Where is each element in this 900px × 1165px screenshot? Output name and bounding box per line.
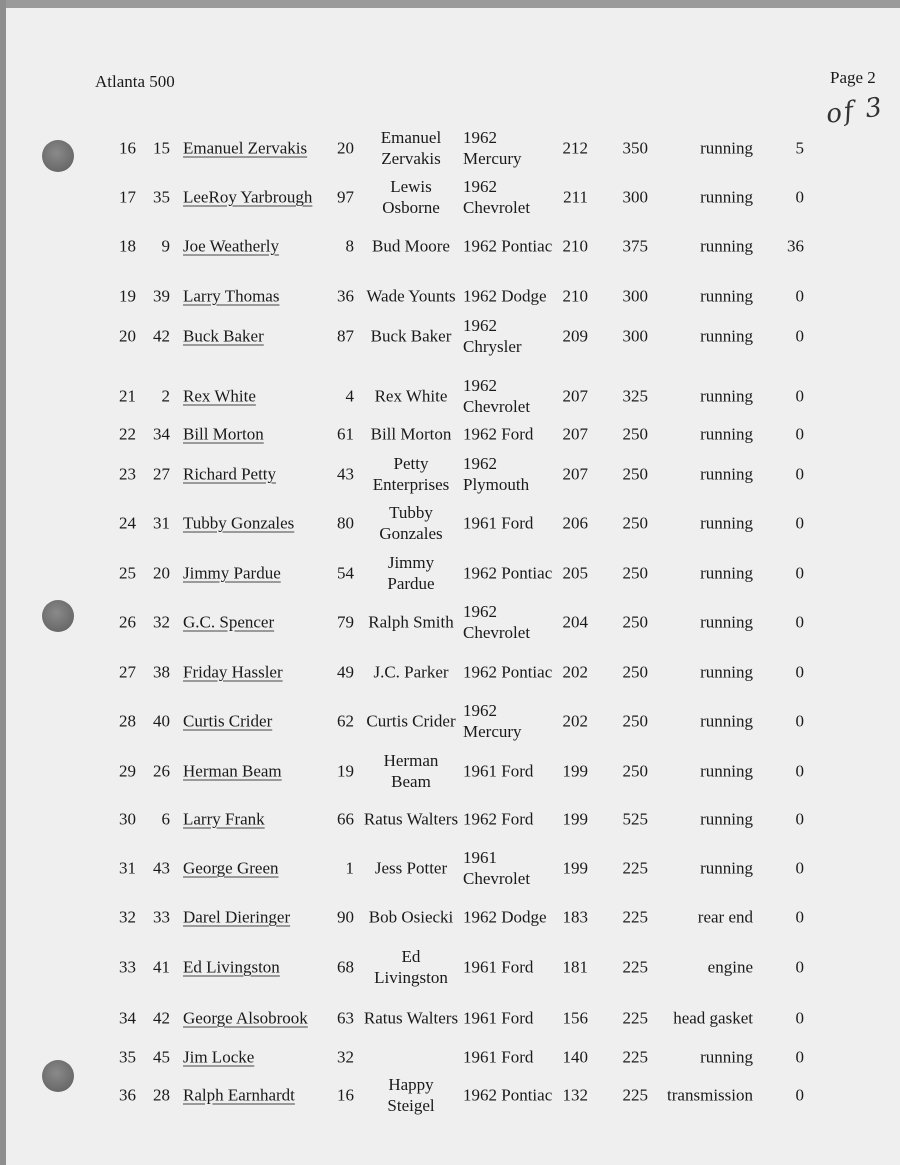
- car-owner: Ed Livingston: [374, 947, 448, 987]
- points-earned: 0: [795, 1008, 804, 1028]
- driver-name[interactable]: Ralph Earnhardt: [183, 1085, 295, 1105]
- prize-money: 250: [622, 563, 648, 583]
- prize-money: 225: [622, 1008, 648, 1028]
- finish-status: running: [700, 761, 753, 781]
- car-make: 1962 Pontiac: [463, 563, 553, 583]
- car-owner: Ratus Walters: [363, 809, 459, 829]
- driver-name[interactable]: Ed Livingston: [183, 957, 280, 977]
- points-earned: 0: [795, 563, 804, 583]
- page-left-edge: [0, 0, 6, 1165]
- finish-status: running: [700, 138, 753, 158]
- car-number: 87: [337, 326, 354, 346]
- prize-money: 225: [622, 1047, 648, 1067]
- laps-completed: 209: [562, 326, 588, 346]
- laps-completed: 211: [563, 187, 588, 207]
- driver-name[interactable]: Curtis Crider: [183, 711, 273, 731]
- laps-completed: 199: [562, 761, 588, 781]
- page-top-edge: [0, 0, 900, 8]
- laps-completed: 202: [562, 662, 588, 682]
- start-position: 38: [153, 662, 170, 682]
- start-position: 42: [153, 326, 170, 346]
- finish-position: 33: [119, 957, 136, 977]
- finish-status: running: [700, 386, 753, 406]
- car-make: 1962 Ford: [463, 809, 534, 829]
- page-number: Page 2: [830, 68, 876, 87]
- car-number: 97: [337, 187, 354, 207]
- finish-position: 29: [119, 761, 136, 781]
- car-owner: Bob Osiecki: [368, 907, 454, 927]
- laps-completed: 210: [562, 286, 588, 306]
- prize-money: 300: [622, 286, 648, 306]
- points-earned: 0: [795, 187, 804, 207]
- finish-position: 32: [119, 907, 136, 927]
- laps-completed: 181: [562, 957, 588, 977]
- finish-position: 26: [119, 612, 136, 632]
- points-earned: 0: [795, 424, 804, 444]
- car-owner: Bill Morton: [370, 424, 452, 444]
- finish-status: running: [700, 464, 753, 484]
- car-number: 54: [337, 563, 354, 583]
- prize-money: 300: [622, 326, 648, 346]
- laps-completed: 207: [562, 464, 588, 484]
- finish-status: head gasket: [673, 1008, 753, 1028]
- car-owner: Buck Baker: [370, 326, 452, 346]
- points-earned: 0: [795, 464, 804, 484]
- car-number: 66: [337, 809, 354, 829]
- binder-hole-top: [42, 140, 74, 172]
- laps-completed: 206: [562, 513, 588, 533]
- start-position: 9: [161, 236, 170, 256]
- start-position: 34: [153, 424, 170, 444]
- car-make: 1961 Ford: [463, 1047, 534, 1067]
- finish-status: rear end: [697, 907, 753, 927]
- finish-position: 18: [119, 236, 136, 256]
- finish-position: 27: [119, 662, 136, 682]
- start-position: 33: [153, 907, 170, 927]
- laps-completed: 204: [562, 612, 588, 632]
- binder-hole-bottom: [42, 1060, 74, 1092]
- laps-completed: 156: [562, 1008, 588, 1028]
- finish-position: 24: [119, 513, 136, 533]
- car-number: 4: [345, 386, 354, 406]
- finish-status: running: [700, 612, 753, 632]
- points-earned: 0: [795, 858, 804, 878]
- finish-position: 25: [119, 563, 136, 583]
- car-owner: Rex White: [374, 386, 448, 406]
- car-make: 1962 Ford: [463, 424, 534, 444]
- car-make: 1961 Ford: [463, 1008, 534, 1028]
- car-number: 32: [337, 1047, 354, 1067]
- finish-status: running: [700, 809, 753, 829]
- driver-name[interactable]: George Alsobrook: [183, 1008, 308, 1028]
- car-number: 16: [337, 1085, 354, 1105]
- finish-status: running: [700, 1047, 753, 1067]
- driver-name[interactable]: LeeRoy Yarbrough: [183, 187, 313, 207]
- finish-status: running: [700, 513, 753, 533]
- driver-name[interactable]: Jim Locke: [183, 1047, 255, 1067]
- points-earned: 36: [787, 236, 804, 256]
- finish-position: 30: [119, 809, 136, 829]
- prize-money: 250: [622, 612, 648, 632]
- car-number: 63: [337, 1008, 354, 1028]
- prize-money: 250: [622, 662, 648, 682]
- finish-status: running: [700, 662, 753, 682]
- driver-name[interactable]: Joe Weatherly: [183, 236, 280, 256]
- points-earned: 0: [795, 386, 804, 406]
- car-make: 1961 Ford: [463, 513, 534, 533]
- car-owner: Ralph Smith: [368, 612, 454, 632]
- laps-completed: 183: [562, 907, 588, 927]
- car-owner: J.C. Parker: [373, 662, 449, 682]
- car-make: 1962 Mercury: [463, 701, 522, 741]
- car-make: 1962 Pontiac: [463, 662, 553, 682]
- car-number: 90: [337, 907, 354, 927]
- car-owner: Curtis Crider: [366, 711, 456, 731]
- finish-status: running: [700, 286, 753, 306]
- race-title: Atlanta 500: [95, 72, 175, 91]
- finish-position: 20: [119, 326, 136, 346]
- driver-name[interactable]: George Green: [183, 858, 279, 878]
- finish-status: running: [700, 424, 753, 444]
- points-earned: 0: [795, 761, 804, 781]
- car-number: 20: [337, 138, 354, 158]
- car-make: 1961 Chevrolet: [463, 848, 531, 888]
- driver-name[interactable]: Friday Hassler: [183, 662, 283, 682]
- prize-money: 225: [622, 1085, 648, 1105]
- points-earned: 0: [795, 513, 804, 533]
- prize-money: 525: [622, 809, 648, 829]
- car-make: 1961 Ford: [463, 957, 534, 977]
- start-position: 31: [153, 513, 170, 533]
- car-owner: Petty Enterprises: [372, 454, 450, 494]
- points-earned: 0: [795, 957, 804, 977]
- prize-money: 250: [622, 464, 648, 484]
- points-earned: 0: [795, 326, 804, 346]
- car-number: 68: [337, 957, 354, 977]
- start-position: 26: [153, 761, 170, 781]
- start-position: 20: [153, 563, 170, 583]
- laps-completed: 207: [562, 386, 588, 406]
- driver-name[interactable]: Richard Petty: [183, 464, 277, 484]
- finish-position: 28: [119, 711, 136, 731]
- laps-completed: 212: [562, 138, 588, 158]
- car-number: 1: [345, 858, 354, 878]
- car-owner: Happy Steigel: [387, 1075, 435, 1115]
- car-owner: Tubby Gonzales: [379, 503, 443, 543]
- prize-money: 225: [622, 907, 648, 927]
- finish-status: running: [700, 326, 753, 346]
- finish-position: 23: [119, 464, 136, 484]
- laps-completed: 132: [562, 1085, 588, 1105]
- prize-money: 325: [622, 386, 648, 406]
- finish-status: running: [700, 236, 753, 256]
- driver-name[interactable]: Emanuel Zervakis: [183, 138, 308, 158]
- points-earned: 0: [795, 1047, 804, 1067]
- finish-position: 34: [119, 1008, 136, 1028]
- start-position: 43: [153, 858, 170, 878]
- car-number: 62: [337, 711, 354, 731]
- start-position: 40: [153, 711, 170, 731]
- start-position: 42: [153, 1008, 170, 1028]
- driver-name[interactable]: Jimmy Pardue: [183, 563, 281, 583]
- laps-completed: 140: [562, 1047, 588, 1067]
- driver-name[interactable]: Tubby Gonzales: [183, 513, 295, 533]
- driver-name[interactable]: Darel Dieringer: [183, 907, 291, 927]
- car-make: 1962 Dodge: [463, 907, 547, 927]
- car-number: 8: [345, 236, 354, 256]
- handwritten-page-count: of 3: [824, 92, 886, 130]
- car-owner: Wade Younts: [366, 286, 456, 306]
- finish-position: 19: [119, 286, 136, 306]
- car-owner: Emanuel Zervakis: [380, 128, 442, 168]
- finish-position: 36: [119, 1085, 136, 1105]
- car-owner: Bud Moore: [372, 236, 450, 256]
- finish-status: running: [700, 711, 753, 731]
- start-position: 2: [161, 386, 170, 406]
- laps-completed: 199: [562, 809, 588, 829]
- prize-money: 375: [622, 236, 648, 256]
- driver-name[interactable]: Herman Beam: [183, 761, 282, 781]
- binder-hole-middle: [42, 600, 74, 632]
- points-earned: 0: [795, 286, 804, 306]
- car-owner: Ratus Walters: [363, 1008, 459, 1028]
- car-owner: Jess Potter: [374, 858, 448, 878]
- points-earned: 0: [795, 1085, 804, 1105]
- finish-position: 22: [119, 424, 136, 444]
- laps-completed: 207: [562, 424, 588, 444]
- start-position: 45: [153, 1047, 170, 1067]
- finish-status: engine: [707, 957, 753, 977]
- driver-name[interactable]: Larry Frank: [183, 809, 265, 829]
- prize-money: 250: [622, 761, 648, 781]
- finish-status: running: [700, 563, 753, 583]
- laps-completed: 210: [562, 236, 588, 256]
- laps-completed: 205: [562, 563, 588, 583]
- finish-status: running: [700, 858, 753, 878]
- driver-name[interactable]: G.C. Spencer: [183, 612, 275, 632]
- driver-name[interactable]: Rex White: [183, 386, 256, 406]
- car-make: 1962 Dodge: [463, 286, 547, 306]
- car-make: 1962 Chrysler: [463, 316, 522, 356]
- start-position: 15: [153, 138, 170, 158]
- points-earned: 0: [795, 809, 804, 829]
- finish-status: running: [700, 187, 753, 207]
- car-make: 1962 Mercury: [463, 128, 522, 168]
- driver-name[interactable]: Buck Baker: [183, 326, 264, 346]
- points-earned: 0: [795, 612, 804, 632]
- car-number: 19: [337, 761, 354, 781]
- start-position: 39: [153, 286, 170, 306]
- points-earned: 0: [795, 662, 804, 682]
- finish-status: transmission: [667, 1085, 753, 1105]
- car-number: 36: [337, 286, 354, 306]
- car-make: 1962 Chevrolet: [463, 376, 531, 416]
- car-make: 1962 Pontiac: [463, 236, 553, 256]
- car-owner: Herman Beam: [383, 751, 439, 791]
- start-position: 35: [153, 187, 170, 207]
- start-position: 41: [153, 957, 170, 977]
- finish-position: 31: [119, 858, 136, 878]
- prize-money: 225: [622, 858, 648, 878]
- start-position: 32: [153, 612, 170, 632]
- finish-position: 21: [119, 386, 136, 406]
- driver-name[interactable]: Bill Morton: [183, 424, 264, 444]
- finish-position: 35: [119, 1047, 136, 1067]
- finish-position: 17: [119, 187, 136, 207]
- car-make: 1962 Plymouth: [463, 454, 530, 494]
- points-earned: 0: [795, 907, 804, 927]
- finish-position: 16: [119, 138, 136, 158]
- prize-money: 250: [622, 424, 648, 444]
- start-position: 6: [161, 809, 170, 829]
- prize-money: 250: [622, 711, 648, 731]
- car-number: 80: [337, 513, 354, 533]
- car-owner: Lewis Osborne: [382, 177, 440, 217]
- laps-completed: 202: [562, 711, 588, 731]
- car-make: 1962 Chevrolet: [463, 177, 531, 217]
- car-owner: Jimmy Pardue: [387, 553, 435, 593]
- driver-name[interactable]: Larry Thomas: [183, 286, 280, 306]
- prize-money: 300: [622, 187, 648, 207]
- car-number: 43: [337, 464, 354, 484]
- car-make: 1962 Chevrolet: [463, 602, 531, 642]
- prize-money: 225: [622, 957, 648, 977]
- prize-money: 250: [622, 513, 648, 533]
- car-number: 79: [337, 612, 354, 632]
- points-earned: 0: [795, 711, 804, 731]
- points-earned: 5: [795, 138, 804, 158]
- start-position: 27: [153, 464, 170, 484]
- car-number: 49: [337, 662, 354, 682]
- car-make: 1961 Ford: [463, 761, 534, 781]
- car-number: 61: [337, 424, 354, 444]
- start-position: 28: [153, 1085, 170, 1105]
- laps-completed: 199: [562, 858, 588, 878]
- prize-money: 350: [622, 138, 648, 158]
- car-make: 1962 Pontiac: [463, 1085, 553, 1105]
